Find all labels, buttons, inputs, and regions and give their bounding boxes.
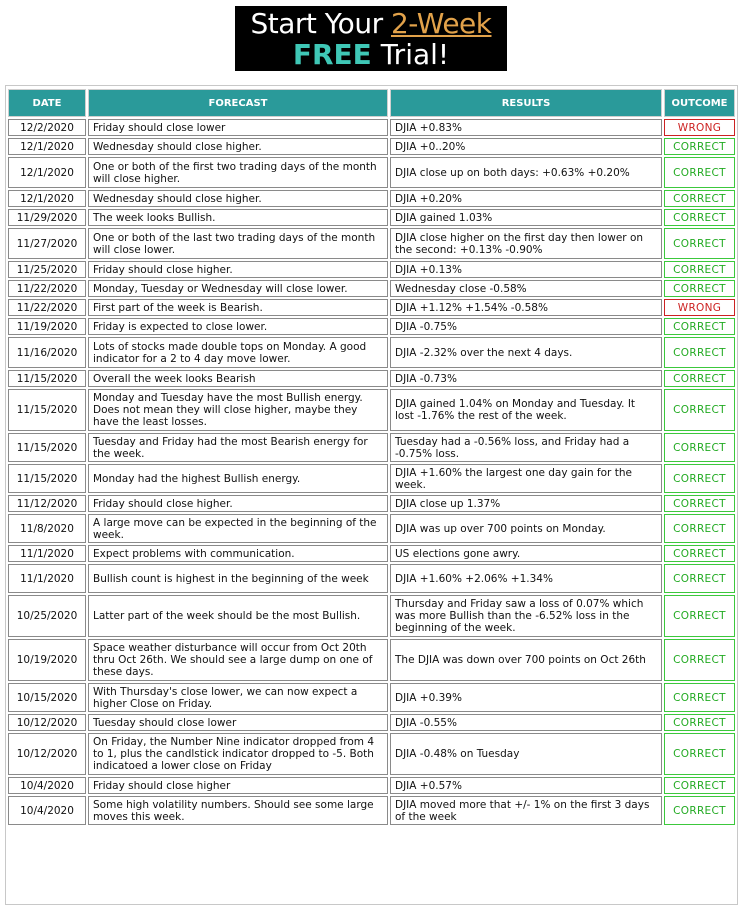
forecast-cell: With Thursday's close lower, we can now expect a higher Close on Friday. [88,683,388,712]
forecast-cell: Tuesday should close lower [88,714,388,731]
date-cell: 11/22/2020 [8,299,86,316]
table-row [8,280,735,297]
table-row [8,796,735,825]
result-cell: The DJIA was down over 700 points on Oct 26th [390,639,662,681]
result-cell: DJIA +0.20% [390,190,662,207]
banner-trial-text: Trial! [371,38,450,71]
outcome-cell: CORRECT [664,639,735,681]
forecast-cell: Wednesday should close higher. [88,190,388,207]
result-cell: Thursday and Friday saw a loss of 0.07% which was more Bullish than the -6.52% loss in the beginning of the week. [390,595,662,637]
outcome-cell: WRONG [664,299,735,316]
forecast-cell: Expect problems with communication. [88,545,388,562]
forecast-cell: A large move can be expected in the beginning of the week. [88,514,388,543]
table-body [8,119,735,825]
date-cell: 10/12/2020 [8,733,86,775]
date-cell: 10/15/2020 [8,683,86,712]
column-header-date: DATE [8,89,86,117]
column-header-results: RESULTS [390,89,662,117]
table-row [8,337,735,368]
table-row [8,318,735,335]
table-row [8,389,735,431]
date-cell: 11/19/2020 [8,318,86,335]
forecast-cell: Friday should close higher [88,777,388,794]
date-cell: 12/1/2020 [8,138,86,155]
result-cell: DJIA gained 1.03% [390,209,662,226]
outcome-cell: CORRECT [664,157,735,188]
result-cell: Tuesday had a -0.56% loss, and Friday had a -0.75% loss. [390,433,662,462]
date-cell: 11/15/2020 [8,389,86,431]
free-trial-banner[interactable] [235,6,507,71]
result-cell: DJIA +0.83% [390,119,662,136]
date-cell: 10/4/2020 [8,777,86,794]
result-cell: DJIA +0.57% [390,777,662,794]
forecast-cell: Friday should close higher. [88,495,388,512]
outcome-cell: CORRECT [664,209,735,226]
result-cell: DJIA -0.75% [390,318,662,335]
forecast-table [6,87,737,827]
table-row [8,777,735,794]
date-cell: 12/1/2020 [8,190,86,207]
table-row [8,119,735,136]
date-cell: 11/27/2020 [8,228,86,259]
table-row [8,714,735,731]
result-cell: DJIA +1.60% the largest one day gain for the week. [390,464,662,493]
date-cell: 10/4/2020 [8,796,86,825]
forecast-cell: On Friday, the Number Nine indicator dropped from 4 to 1, plus the candlstick indicator dropped to -5. Both indicatoed a lower close on Friday [88,733,388,775]
table-header-row [8,89,735,117]
result-cell: DJIA +0..20% [390,138,662,155]
date-cell: 11/8/2020 [8,514,86,543]
forecast-cell: Friday should close lower [88,119,388,136]
outcome-cell: CORRECT [664,495,735,512]
outcome-cell: CORRECT [664,545,735,562]
date-cell: 12/2/2020 [8,119,86,136]
outcome-cell: CORRECT [664,261,735,278]
forecast-cell: One or both of the first two trading days of the month will close higher. [88,157,388,188]
forecast-cell: Friday is expected to close lower. [88,318,388,335]
date-cell: 11/1/2020 [8,545,86,562]
table-row [8,370,735,387]
result-cell: DJIA +1.12% +1.54% -0.58% [390,299,662,316]
date-cell: 11/15/2020 [8,370,86,387]
outcome-cell: CORRECT [664,464,735,493]
date-cell: 11/25/2020 [8,261,86,278]
outcome-cell: CORRECT [664,733,735,775]
table-row [8,545,735,562]
result-cell: DJIA -0.55% [390,714,662,731]
date-cell: 10/25/2020 [8,595,86,637]
outcome-cell: CORRECT [664,370,735,387]
result-cell: DJIA +0.39% [390,683,662,712]
outcome-cell: CORRECT [664,683,735,712]
date-cell: 10/12/2020 [8,714,86,731]
table-row [8,464,735,493]
result-cell: DJIA close higher on the first day then lower on the second: +0.13% -0.90% [390,228,662,259]
forecast-cell: Bullish count is highest in the beginning of the week [88,564,388,593]
outcome-cell: CORRECT [664,337,735,368]
table-row [8,433,735,462]
outcome-cell: CORRECT [664,389,735,431]
date-cell: 11/15/2020 [8,464,86,493]
banner-start-text: Start Your [250,7,391,40]
forecast-cell: Friday should close higher. [88,261,388,278]
forecast-cell: Overall the week looks Bearish [88,370,388,387]
result-cell: DJIA close up on both days: +0.63% +0.20% [390,157,662,188]
table-row [8,157,735,188]
result-cell: Wednesday close -0.58% [390,280,662,297]
result-cell: DJIA moved more that +/- 1% on the first 3 days of the week [390,796,662,825]
column-header-outcome: OUTCOME [664,89,735,117]
banner-line-1 [235,8,507,40]
table-row [8,228,735,259]
table-row [8,595,735,637]
banner-free-text: FREE [292,38,372,71]
date-cell: 11/15/2020 [8,433,86,462]
outcome-cell: CORRECT [664,318,735,335]
forecast-cell: Some high volatility numbers. Should see some large moves this week. [88,796,388,825]
result-cell: DJIA gained 1.04% on Monday and Tuesday. It lost -1.76% the rest of the week. [390,389,662,431]
column-header-forecast: FORECAST [88,89,388,117]
outcome-cell: CORRECT [664,777,735,794]
result-cell: DJIA -2.32% over the next 4 days. [390,337,662,368]
table-row [8,733,735,775]
result-cell: DJIA was up over 700 points on Monday. [390,514,662,543]
forecast-cell: Wednesday should close higher. [88,138,388,155]
forecast-cell: Monday and Tuesday have the most Bullish energy. Does not mean they will close higher, maybe they have the least losses. [88,389,388,431]
outcome-cell: CORRECT [664,595,735,637]
date-cell: 11/12/2020 [8,495,86,512]
table-row [8,639,735,681]
banner-line-2 [235,39,507,71]
table-row [8,299,735,316]
table-row [8,683,735,712]
forecast-cell: Space weather disturbance will occur from Oct 20th thru Oct 26th. We should see a large dump on one of these days. [88,639,388,681]
date-cell: 10/19/2020 [8,639,86,681]
outcome-cell: WRONG [664,119,735,136]
result-cell: US elections gone awry. [390,545,662,562]
outcome-cell: CORRECT [664,190,735,207]
result-cell: DJIA close up 1.37% [390,495,662,512]
date-cell: 11/29/2020 [8,209,86,226]
outcome-cell: CORRECT [664,433,735,462]
outcome-cell: CORRECT [664,714,735,731]
forecast-cell: Latter part of the week should be the most Bullish. [88,595,388,637]
forecast-cell: The week looks Bullish. [88,209,388,226]
date-cell: 11/1/2020 [8,564,86,593]
date-cell: 11/16/2020 [8,337,86,368]
outcome-cell: CORRECT [664,138,735,155]
table-row [8,495,735,512]
date-cell: 11/22/2020 [8,280,86,297]
table-row [8,209,735,226]
outcome-cell: CORRECT [664,228,735,259]
result-cell: DJIA -0.73% [390,370,662,387]
table-row [8,190,735,207]
outcome-cell: CORRECT [664,796,735,825]
forecast-cell: Monday, Tuesday or Wednesday will close lower. [88,280,388,297]
result-cell: DJIA +1.60% +2.06% +1.34% [390,564,662,593]
table-row [8,514,735,543]
result-cell: DJIA +0.13% [390,261,662,278]
table-row [8,138,735,155]
outcome-cell: CORRECT [664,564,735,593]
outcome-cell: CORRECT [664,514,735,543]
forecast-cell: Monday had the highest Bullish energy. [88,464,388,493]
banner-2week-text: 2-Week [390,7,492,40]
date-cell: 12/1/2020 [8,157,86,188]
outcome-cell: CORRECT [664,280,735,297]
table-row [8,564,735,593]
forecast-cell: One or both of the last two trading days of the month will close lower. [88,228,388,259]
forecast-cell: Tuesday and Friday had the most Bearish energy for the week. [88,433,388,462]
forecast-cell: Lots of stocks made double tops on Monday. A good indicator for a 2 to 4 day move lower. [88,337,388,368]
table-row [8,261,735,278]
forecast-cell: First part of the week is Bearish. [88,299,388,316]
result-cell: DJIA -0.48% on Tuesday [390,733,662,775]
